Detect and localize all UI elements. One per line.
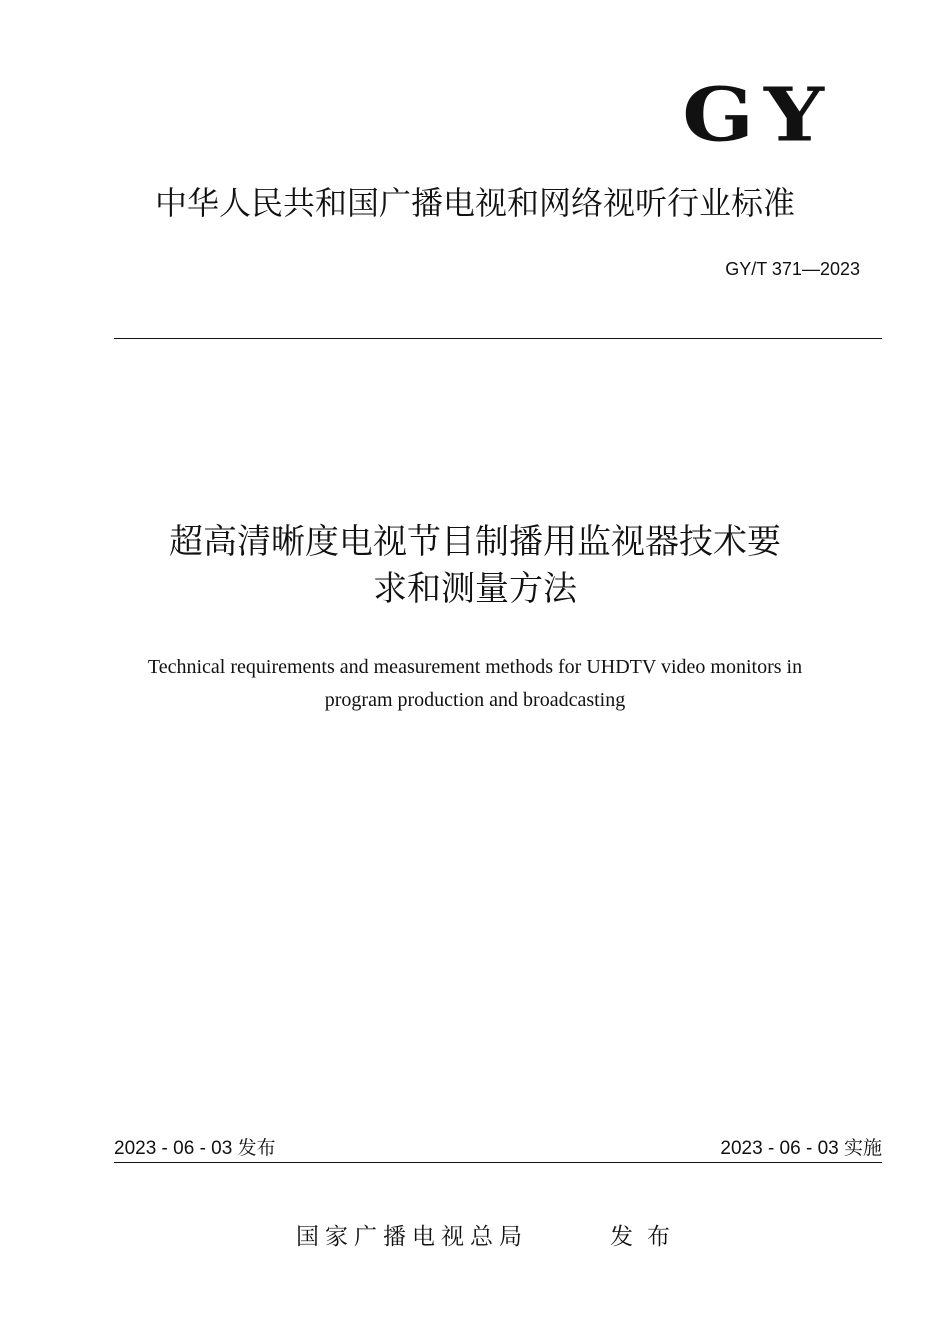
gy-logo: GY bbox=[682, 70, 834, 159]
industry-standard-title: 中华人民共和国广播电视和网络视听行业标准 bbox=[154, 184, 795, 222]
english-title-line-1: Technical requirements and measurement methods for UHDTV video monitors in bbox=[147, 656, 803, 678]
chinese-title-line-1: 超高清晰度电视节目制播用监视器技术要 bbox=[169, 522, 781, 562]
publisher-name: 国家广播电视总局 bbox=[296, 1224, 528, 1250]
standard-number: GY/T 371—2023 bbox=[725, 259, 860, 279]
english-title bbox=[60, 651, 890, 717]
chinese-title-line-2: 求和测量方法 bbox=[373, 569, 577, 609]
english-title-line-2: program production and broadcasting bbox=[324, 689, 626, 711]
bottom-divider bbox=[114, 1162, 882, 1163]
issue-date: 2023 - 06 - 03 发布 bbox=[114, 1138, 276, 1159]
chinese-title bbox=[40, 519, 910, 613]
publish-label: 发布 bbox=[610, 1224, 684, 1250]
top-divider bbox=[114, 338, 882, 339]
implementation-date: 2023 - 06 - 03 实施 bbox=[720, 1138, 882, 1159]
